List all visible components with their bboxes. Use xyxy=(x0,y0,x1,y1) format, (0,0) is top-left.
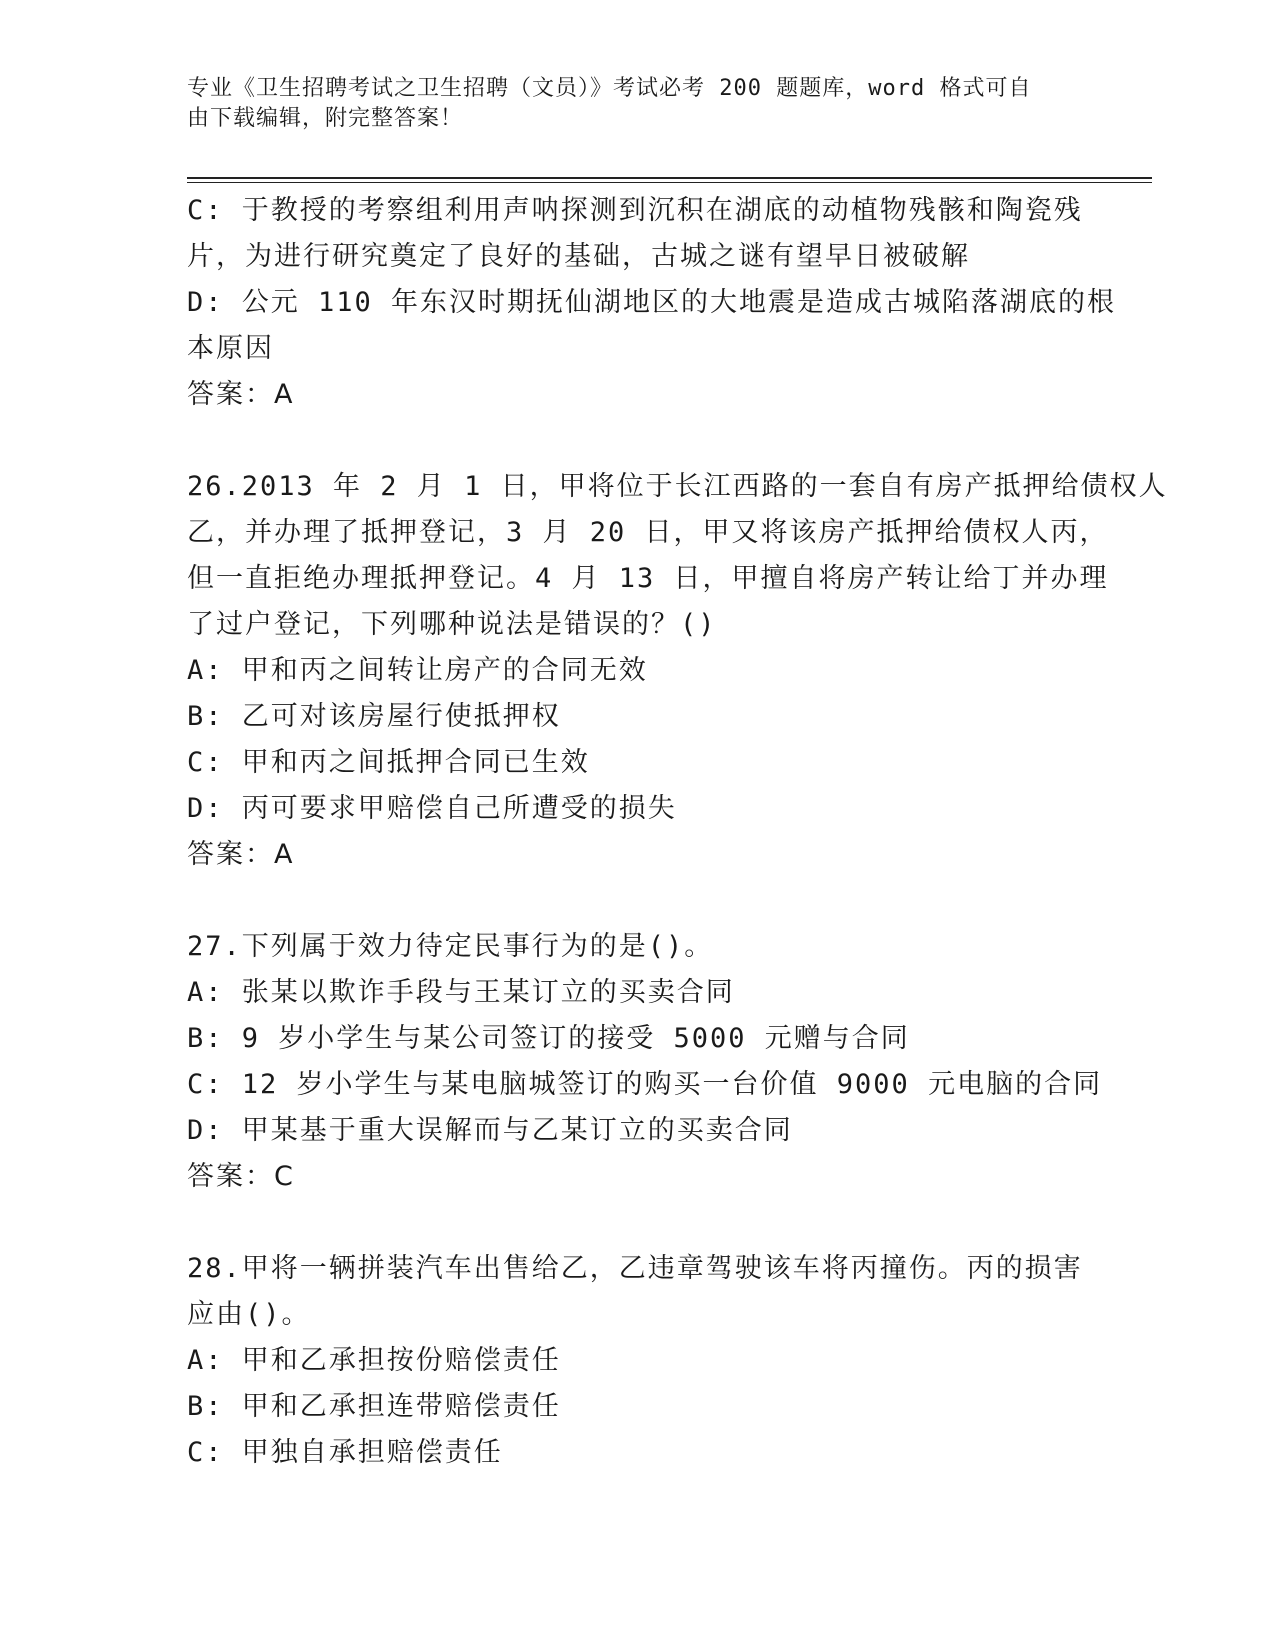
answer: 答案：C xyxy=(187,1161,295,1192)
question-text-line-3: 但一直拒绝办理抵押登记。4 月 13 日，甲擅自将房产转让给丁并办理 xyxy=(187,563,1109,594)
option-c: C: 12 岁小学生与某电脑城签订的购买一台价值 9000 元电脑的合同 xyxy=(187,1069,1103,1100)
option-d-line-1: D: 公元 110 年东汉时期抚仙湖地区的大地震是造成古城陷落湖底的根 xyxy=(187,287,1117,318)
header-divider-thin xyxy=(187,182,1152,183)
document-header xyxy=(187,74,1067,134)
option-d-line-2: 本原因 xyxy=(187,333,274,364)
option-c-line-1: C: 于教授的考察组利用声呐探测到沉积在湖底的动植物残骸和陶瓷残 xyxy=(187,195,1083,226)
question-25-tail xyxy=(187,188,1117,418)
option-d: D: 丙可要求甲赔偿自己所遭受的损失 xyxy=(187,793,677,824)
question-text-line-1: 26.2013 年 2 月 1 日，甲将位于长江西路的一套自有房产抵押给债权人 xyxy=(187,471,1168,502)
option-d: D: 甲某基于重大误解而与乙某订立的买卖合同 xyxy=(187,1115,793,1146)
option-a: A: 张某以欺诈手段与王某订立的买卖合同 xyxy=(187,977,735,1008)
document-body xyxy=(187,188,1168,1476)
header-line-2: 由下载编辑，附完整答案！ xyxy=(187,106,464,131)
answer: 答案：A xyxy=(187,839,295,870)
option-c-line-2: 片，为进行研究奠定了良好的基础，古城之谜有望早日被破解 xyxy=(187,241,970,272)
option-b: B: 乙可对该房屋行使抵押权 xyxy=(187,701,561,732)
spacer xyxy=(187,418,1087,464)
option-c: C: 甲和丙之间抵押合同已生效 xyxy=(187,747,590,778)
option-b: B: 甲和乙承担连带赔偿责任 xyxy=(187,1391,561,1422)
question-text-line-2: 乙，并办理了抵押登记，3 月 20 日，甲又将该房产抵押给债权人丙， xyxy=(187,517,1109,548)
answer: 答案：A xyxy=(187,379,295,410)
question-text-line-1: 27.下列属于效力待定民事行为的是()。 xyxy=(187,931,714,962)
option-a: A: 甲和乙承担按份赔偿责任 xyxy=(187,1345,561,1376)
spacer xyxy=(187,1200,1087,1246)
question-text-line-1: 28.甲将一辆拼装汽车出售给乙，乙违章驾驶该车将丙撞伤。丙的损害 xyxy=(187,1253,1083,1284)
header-divider-thick xyxy=(187,177,1152,179)
question-text-line-4: 了过户登记，下列哪种说法是错误的？() xyxy=(187,609,717,640)
spacer xyxy=(187,878,1087,924)
option-a: A: 甲和丙之间转让房产的合同无效 xyxy=(187,655,648,686)
question-text-line-2: 应由()。 xyxy=(187,1299,311,1330)
question-27 xyxy=(187,924,1103,1200)
question-26 xyxy=(187,464,1168,878)
question-28 xyxy=(187,1246,1087,1476)
header-line-1: 专业《卫生招聘考试之卫生招聘（文员）》考试必考 200 题题库，word 格式可自 xyxy=(187,76,1032,101)
option-b: B: 9 岁小学生与某公司签订的接受 5000 元赠与合同 xyxy=(187,1023,910,1054)
option-c: C: 甲独自承担赔偿责任 xyxy=(187,1437,503,1468)
